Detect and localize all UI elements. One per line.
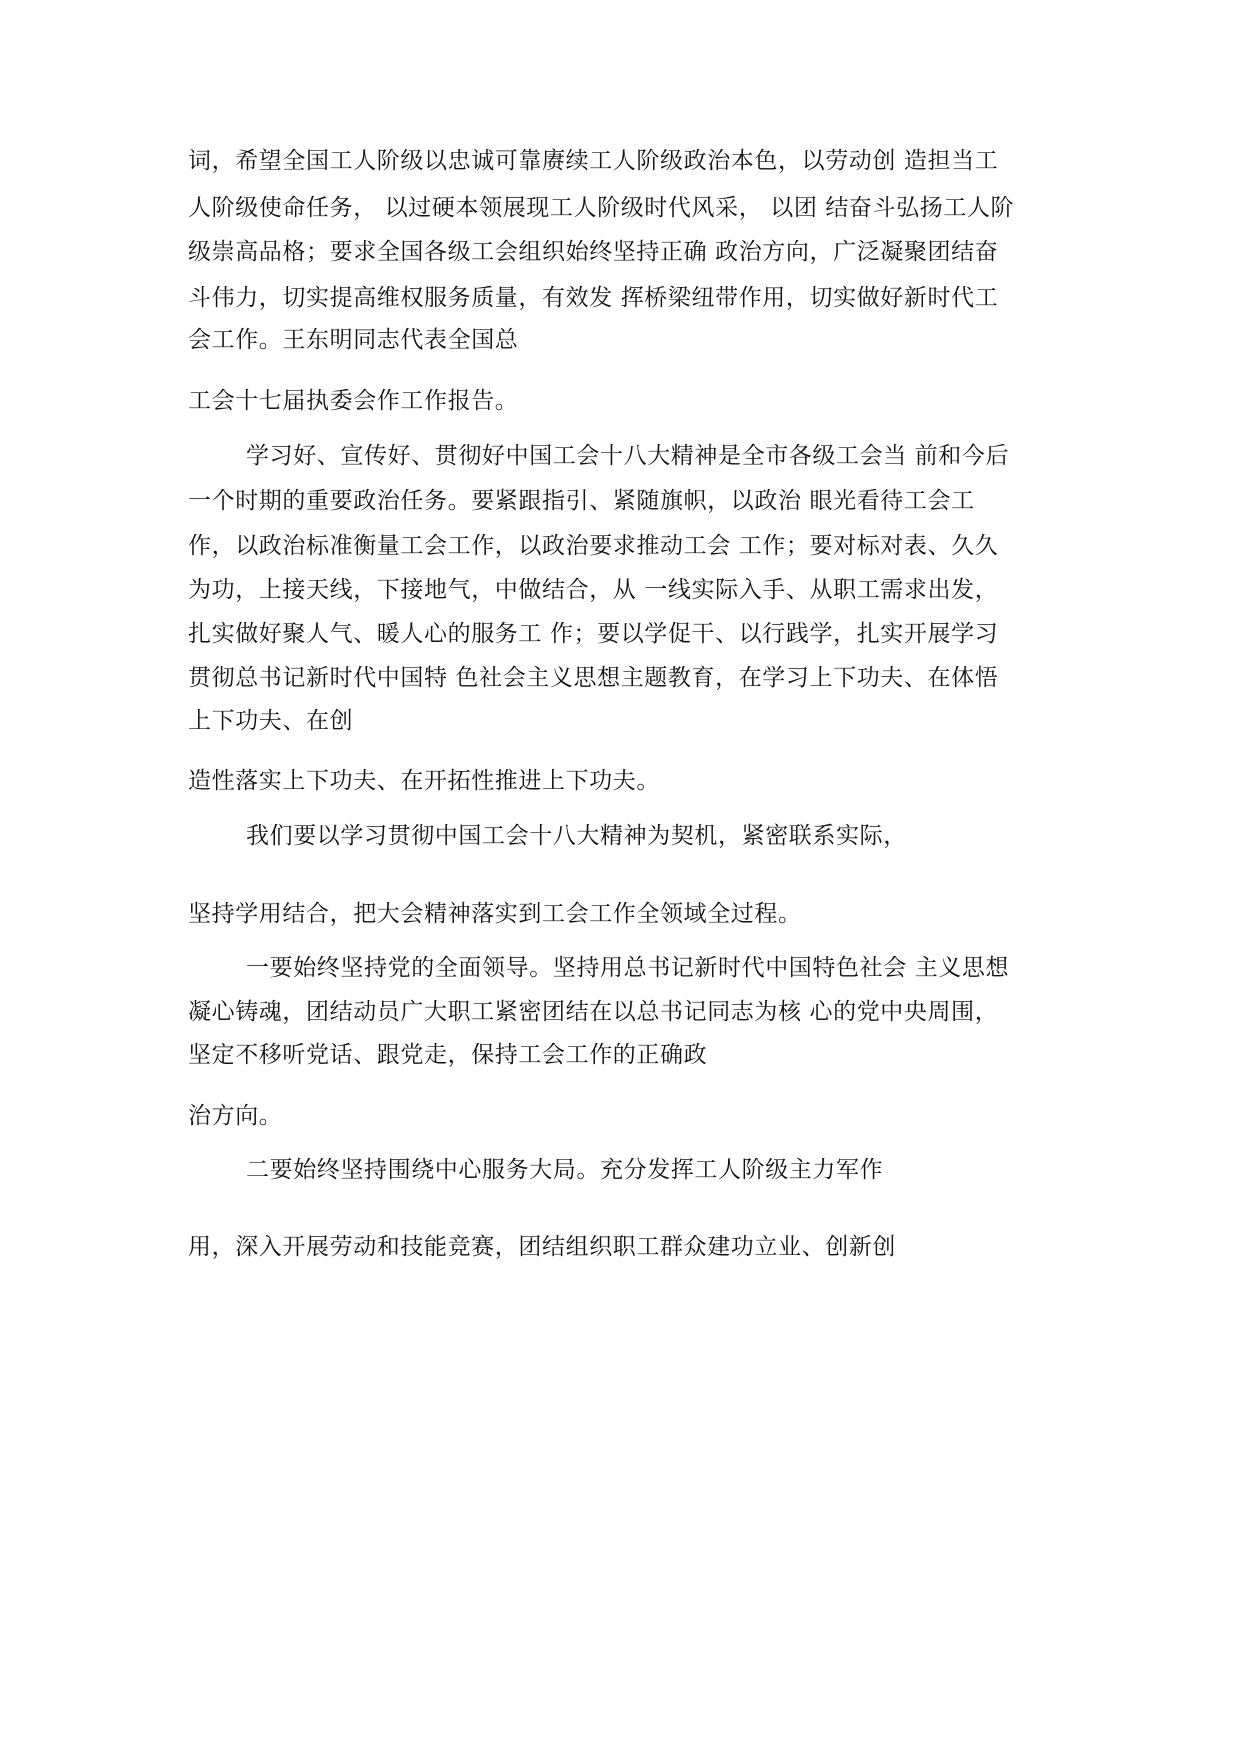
text-line: 上下功夫、在创 [188,708,354,734]
text-line: 人阶级使命任务， 以过硬本领展现工人阶级时代风采， 以团 结奋斗弘扬工人阶 [188,195,1015,221]
text-line: 扎实做好聚人气、暖人心的服务工 作；要以学促干、以行践学，扎实开展学习 [188,621,999,647]
text-line: 为功，上接天线，下接地气，中做结合，从 一线实际入手、从职工需求出发， [188,577,999,603]
text-line: 坚定不移听党话、跟党走，保持工会工作的正确政 [188,1042,708,1068]
text-line: 作，以政治标准衡量工会工作，以政治要求推动工会 工作；要对标对表、久久 [188,533,999,559]
text-line: 凝心铸魂，团结动员广大职工紧密团结在以总书记同志为核 心的党中央周围， [188,999,999,1025]
text-line: 用，深入开展劳动和技能竞赛，团结组织职工群众建功立业、创新创 [188,1234,896,1260]
paragraph-first-line: 一要始终坚持党的全面领导。坚持用总书记新时代中国特色社会 主义思想 [246,955,1010,981]
text-line: 级崇高品格；要求全国各级工会组织始终坚持正确 政治方向，广泛凝聚团结奋 [188,239,999,265]
text-line: 斗伟力，切实提高维权服务质量，有效发 挥桥梁纽带作用，切实做好新时代工 [188,285,999,311]
text-line: 治方向。 [188,1103,283,1129]
paragraph-first-line: 学习好、宣传好、贯彻好中国工会十八大精神是全市各级工会当 前和今后 [246,443,1010,469]
text-line: 会工作。王东明同志代表全国总 [188,327,519,353]
text-line: 造性落实上下功夫、在开拓性推进上下功夫。 [188,768,660,794]
text-line: 坚持学用结合，把大会精神落实到工会工作全领域全过程。 [188,901,802,927]
text-line: 工会十七届执委会作工作报告。 [188,388,519,414]
paragraph-first-line: 二要始终坚持围绕中心服务大局。充分发挥工人阶级主力军作 [246,1157,884,1183]
text-line: 词，希望全国工人阶级以忠诚可靠赓续工人阶级政治本色，以劳动创 造担当工 [188,148,999,174]
paragraph-first-line: 我们要以学习贯彻中国工会十八大精神为契机，紧密联系实际， [246,823,907,849]
text-line: 一个时期的重要政治任务。要紧跟指引、紧随旗帜，以政治 眼光看待工会工 [188,488,975,514]
text-line: 贯彻总书记新时代中国特 色社会主义思想主题教育，在学习上下功夫、在体悟 [188,665,999,691]
